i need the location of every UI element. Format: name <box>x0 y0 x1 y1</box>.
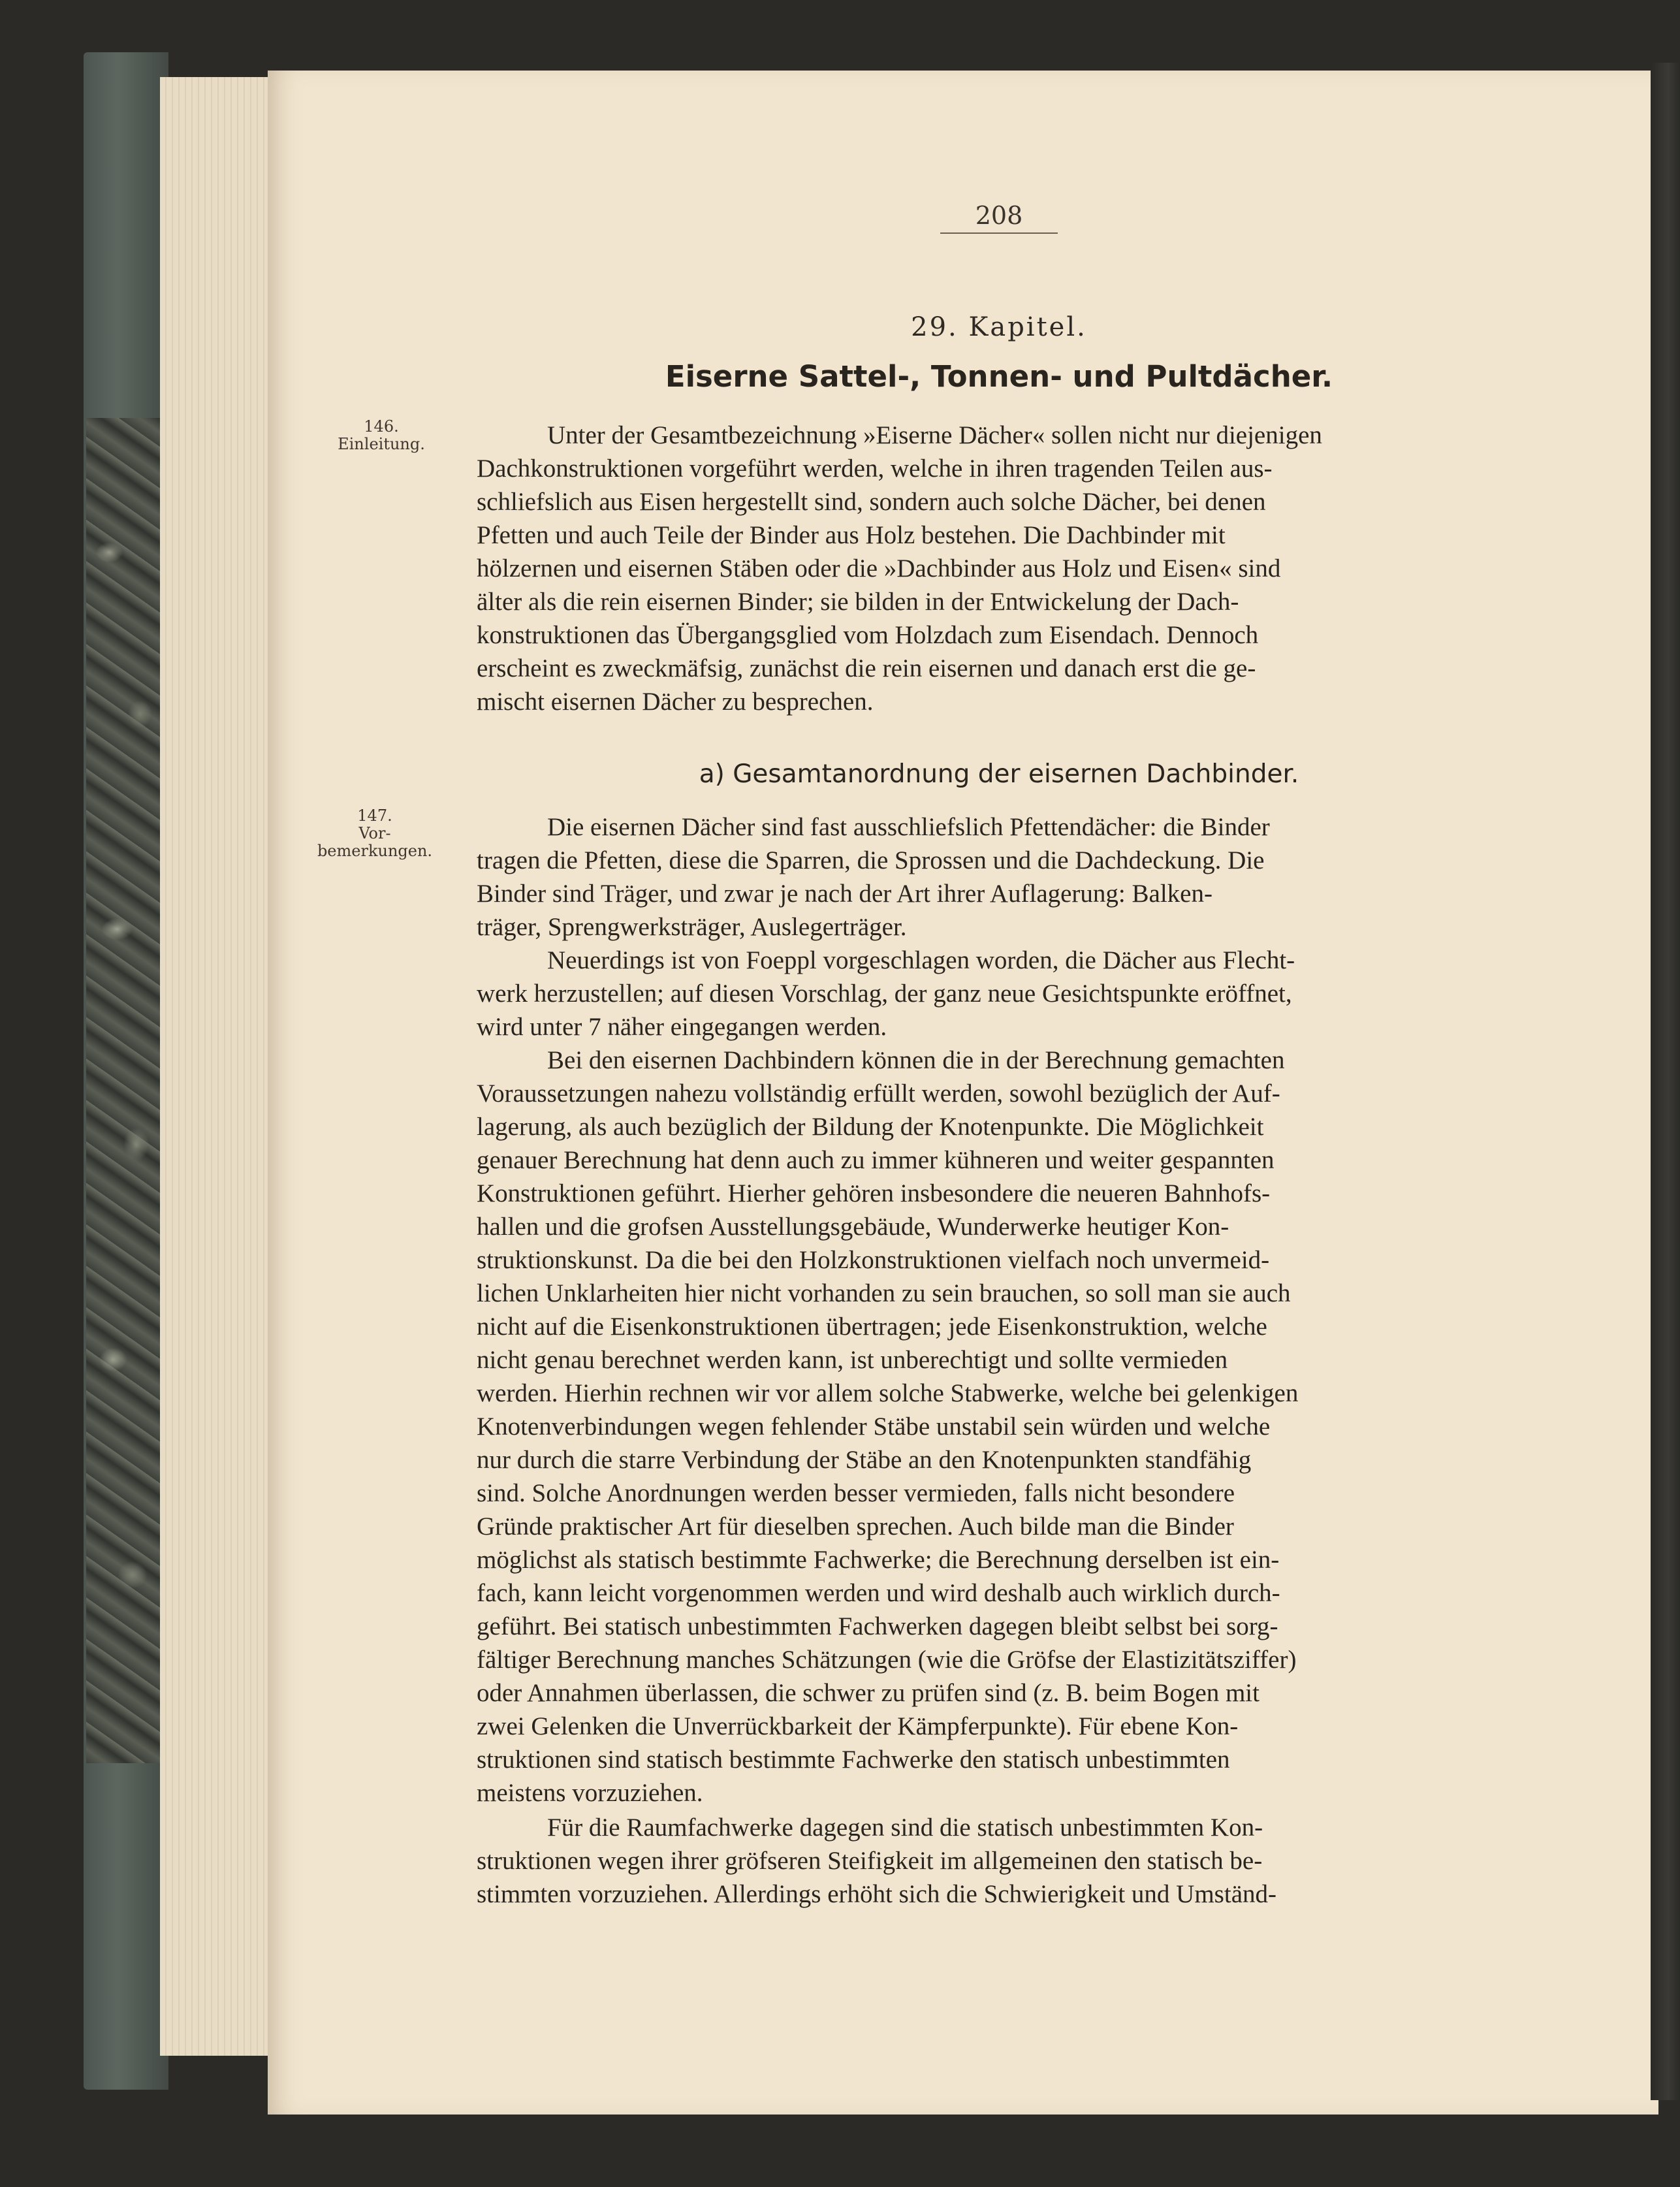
text-line: Pfetten und auch Teile der Binder aus Holz bestehen. Die Dachbinder mit <box>477 521 1226 549</box>
text-line: Knotenverbindungen wegen fehlender Stäbe unstabil sein würden und welche <box>477 1413 1271 1441</box>
paragraph-calculation <box>477 1044 1502 1810</box>
text-line: mischt eisernen Dächer zu besprechen. <box>477 688 874 716</box>
text-line: nicht auf die Eisenkonstruktionen übertragen; jede Eisenkonstruktion, welche <box>477 1313 1267 1341</box>
text-line: schliefslich aus Eisen hergestellt sind, sondern auch solche Dächer, bei denen <box>477 488 1266 516</box>
text-line: tragen die Pfetten, diese die Sparren, die Sprossen und die Dachdeckung. Die <box>477 846 1265 874</box>
text-line: struktionen wegen ihrer gröfseren Steifigkeit im allgemeinen den statisch be- <box>477 1847 1263 1875</box>
text-line: lichen Unklarheiten hier nicht vorhanden zu sein brauchen, so soll man sie auch <box>477 1279 1291 1307</box>
paragraph-foeppl <box>477 944 1502 1044</box>
text-line: älter als die rein eisernen Binder; sie bilden in der Entwickelung der Dach- <box>477 588 1239 616</box>
text-line: werk herzustellen; auf diesen Vorschlag, der ganz neue Gesichtspunkte eröffnet, <box>477 980 1292 1008</box>
text-line: Unter der Gesamtbezeichnung »Eiserne Dächer« sollen nicht nur diejenigen <box>547 421 1322 449</box>
text-line: struktionen sind statisch bestimmte Fachwerke den statisch unbestimmten <box>477 1746 1230 1774</box>
text-line: Konstruktionen geführt. Hierher gehören insbesondere die neueren Bahnhofs- <box>477 1179 1271 1207</box>
margin-note-number: 147. <box>357 806 392 825</box>
text-line: genauer Berechnung hat denn auch zu immer kühneren und weiter gespannten <box>477 1146 1275 1174</box>
text-line: Neuerdings ist von Foeppl vorgeschlagen worden, die Dächer aus Flecht- <box>547 946 1295 974</box>
section-title-a: a) Gesamtanordnung der eisernen Dachbinder. <box>699 759 1299 789</box>
text-line: struktionskunst. Da die bei den Holzkonstruktionen vielfach noch unvermeid- <box>477 1246 1270 1274</box>
paragraph-space-frames <box>477 1811 1502 1911</box>
text-line: konstruktionen das Übergangsglied vom Holzdach zum Eisendach. Dennoch <box>477 621 1259 649</box>
text-line: oder Annahmen überlassen, die schwer zu prüfen sind (z. B. beim Bogen mit <box>477 1679 1260 1707</box>
text-line: hallen und die grofsen Ausstellungsgebäude, Wunderwerke heutiger Kon- <box>477 1213 1229 1241</box>
marbled-cover-paper <box>86 418 163 1763</box>
text-line: Dachkonstruktionen vorgeführt werden, welche in ihren tragenden Teilen aus- <box>477 455 1273 483</box>
margin-note-text: Einleitung. <box>338 435 425 453</box>
next-page-edge <box>1651 63 1680 2100</box>
text-line: sind. Solche Anordnungen werden besser vermieden, falls nicht besondere <box>477 1479 1235 1507</box>
chapter-label: 29. Kapitel. <box>911 312 1087 342</box>
text-line: möglichst als statisch bestimmte Fachwerke; die Berechnung derselben ist ein- <box>477 1546 1280 1574</box>
text-line: fach, kann leicht vorgenommen werden und wird deshalb auch wirklich durch- <box>477 1579 1280 1607</box>
margin-note-147 <box>309 807 440 860</box>
margin-note-text: bemerkungen. <box>317 842 433 860</box>
text-line: Binder sind Träger, und zwar je nach der Art ihrer Auflagerung: Balken- <box>477 880 1212 908</box>
text-line: nur durch die starre Verbindung der Stäbe an den Knotenpunkten standfähig <box>477 1446 1252 1474</box>
text-line: träger, Sprengwerksträger, Auslegerträger. <box>477 913 907 941</box>
text-line: lagerung, als auch bezüglich der Bildung der Knotenpunkte. Die Möglichkeit <box>477 1113 1264 1141</box>
text-line: Bei den eisernen Dachbindern können die in der Berechnung gemachten <box>547 1046 1285 1074</box>
margin-note-146 <box>316 418 447 453</box>
text-line: werden. Hierhin rechnen wir vor allem solche Stabwerke, welche bei gelenkigen <box>477 1379 1299 1407</box>
paragraph-preliminary <box>477 810 1502 944</box>
text-line: Die eisernen Dächer sind fast ausschliefslich Pfettendächer: die Binder <box>547 813 1270 841</box>
text-line: nicht genau berechnet werden kann, ist unberechtigt und sollte vermieden <box>477 1346 1228 1374</box>
text-line: fältiger Berechnung manches Schätzungen (wie die Gröfse der Elastizitätsziffer) <box>477 1646 1297 1674</box>
text-line: erscheint es zweckmäfsig, zunächst die rein eisernen und danach erst die ge- <box>477 654 1256 682</box>
chapter-title: Eiserne Sattel-, Tonnen- und Pultdächer. <box>665 359 1333 394</box>
margin-note-number: 146. <box>364 417 399 436</box>
text-line: Gründe praktischer Art für dieselben sprechen. Auch bilde man die Binder <box>477 1512 1234 1540</box>
page-number: 208 <box>940 201 1058 234</box>
paragraph-introduction <box>477 419 1502 718</box>
text-line: wird unter 7 näher eingegangen werden. <box>477 1013 887 1041</box>
text-line: meistens vorzuziehen. <box>477 1779 703 1807</box>
margin-note-text: Vor- <box>358 824 391 842</box>
text-line: hölzernen und eisernen Stäben oder die »Dachbinder aus Holz und Eisen« sind <box>477 554 1281 583</box>
text-line: zwei Gelenken die Unverrückbarkeit der Kämpferpunkte). Für ebene Kon- <box>477 1712 1239 1740</box>
text-line: geführt. Bei statisch unbestimmten Fachwerken dagegen bleibt selbst bei sorg- <box>477 1612 1278 1640</box>
text-line: Voraussetzungen nahezu vollständig erfüllt werden, sowohl bezüglich der Auf- <box>477 1079 1280 1108</box>
text-line: stimmten vorzuziehen. Allerdings erhöht sich die Schwierigkeit und Umständ- <box>477 1880 1276 1908</box>
text-line: Für die Raumfachwerke dagegen sind die statisch unbestimmten Kon- <box>547 1813 1263 1842</box>
